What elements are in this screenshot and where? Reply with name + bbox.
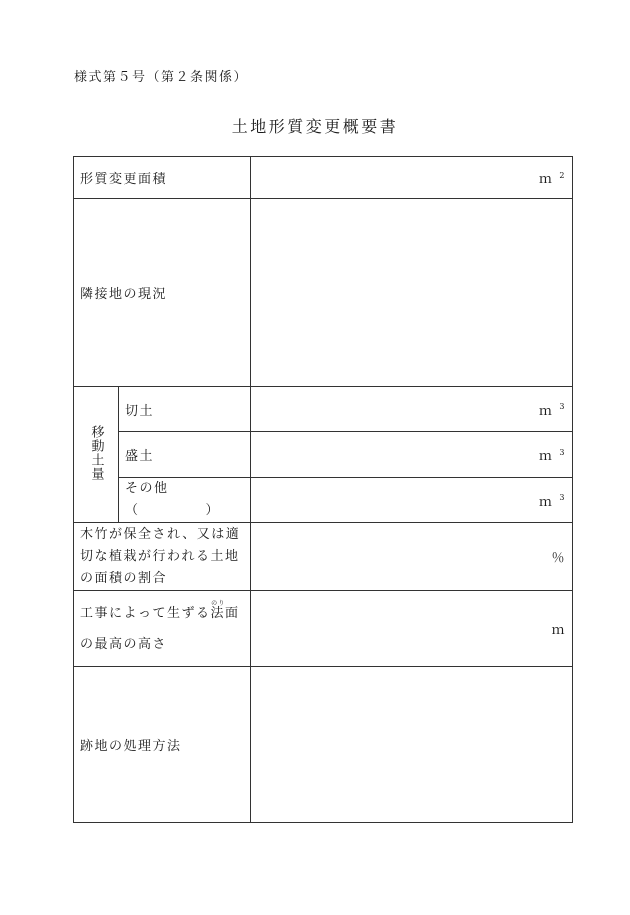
aftercare-value-field[interactable] [251, 667, 573, 823]
row-other [74, 478, 573, 523]
earthwork-group-label: 移動土量 [74, 387, 119, 523]
row-slope-height [74, 591, 573, 667]
fill-value-field[interactable] [251, 432, 573, 478]
row-area [74, 157, 573, 199]
document-title: 土地形質変更概要書 [231, 117, 399, 136]
cut-unit: ｍ [538, 403, 554, 419]
area-value-field[interactable] [251, 157, 573, 199]
percent-unit: ％ [551, 551, 567, 566]
row-green-ratio [74, 523, 573, 591]
meter-unit: ｍ [551, 623, 567, 638]
other-label: その他 （ ） [119, 478, 251, 523]
fill-unit-exponent: 3 [559, 447, 567, 457]
fill-label: 盛土 [119, 432, 251, 478]
slope-height-label: 工事によって生ずる法のり面 の最高の高さ [74, 591, 251, 667]
green-ratio-value-field[interactable] [251, 523, 573, 591]
other-specify-blank[interactable]: （ ） [125, 503, 221, 518]
form-number-label: 様式第５号（第２条関係） [74, 70, 249, 85]
overview-form [73, 156, 572, 822]
row-aftercare [74, 667, 573, 823]
cut-unit-exponent: 3 [559, 402, 567, 412]
adjacent-label: 隣接地の現況 [74, 199, 251, 387]
area-unit-exponent: 2 [559, 170, 567, 180]
row-cut [74, 387, 573, 432]
fill-unit: ｍ [538, 449, 554, 464]
other-unit: ｍ [538, 494, 554, 510]
aftercare-label: 跡地の処理方法 [74, 667, 251, 823]
row-fill [74, 432, 573, 478]
green-ratio-label: 木竹が保全され、又は適 切な植栽が行われる土地 の面積の割合 [74, 523, 251, 591]
slope-height-value-field[interactable] [251, 591, 573, 667]
other-value-field[interactable] [251, 478, 573, 523]
cut-label: 切土 [119, 387, 251, 432]
form-table [73, 156, 573, 823]
other-unit-exponent: 3 [559, 493, 567, 503]
area-unit: ｍ [538, 172, 554, 187]
adjacent-value-field[interactable] [251, 199, 573, 387]
row-adjacent [74, 199, 573, 387]
cut-value-field[interactable] [251, 387, 573, 432]
area-label: 形質変更面積 [74, 157, 251, 199]
